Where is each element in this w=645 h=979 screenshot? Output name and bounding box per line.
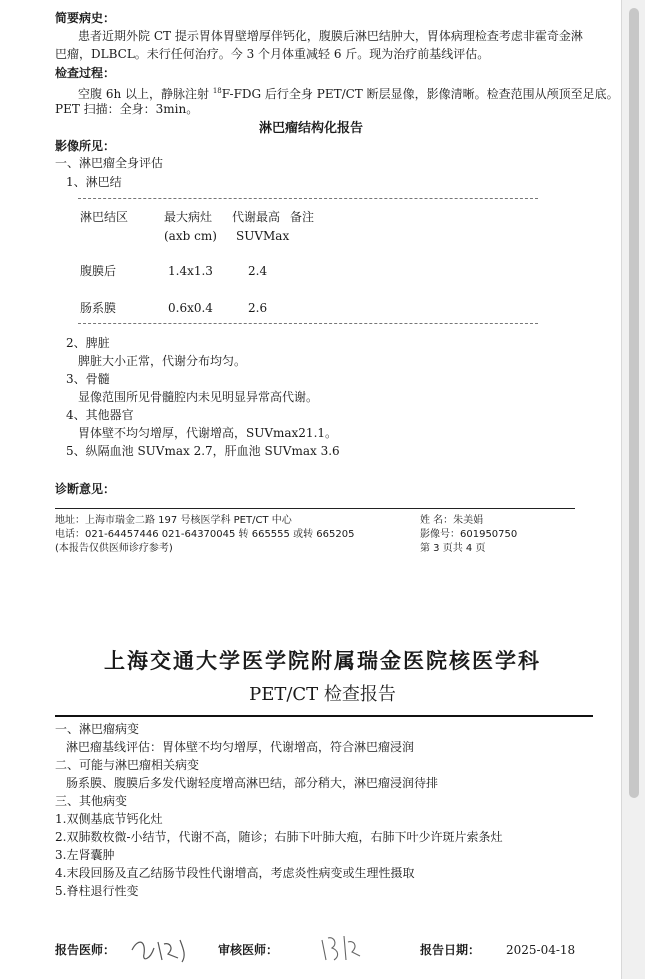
date-label: 报告日期： (420, 943, 481, 957)
table-row-suv: 2.6 (248, 301, 268, 315)
section-other-organs: 4、其他器官 (66, 408, 134, 422)
col-subheader-size: (axb cm) (164, 229, 217, 243)
reviewer-label: 审核医师： (218, 943, 279, 957)
history-line-2: 巴瘤，DLBCL。未行任何治疗。今 3 个月体重减轻 6 斤。现为治疗前基线评估。 (55, 47, 490, 61)
diagnosis-item: 三、其他病变 (55, 794, 128, 808)
other-organs-text: 胃体壁不均匀增厚，代谢增高，SUVmax21.1。 (78, 426, 338, 440)
page-number: 第 3 页共 4 页 (420, 543, 486, 554)
section-lymphoma-eval: 一、淋巴瘤全身评估 (55, 156, 164, 170)
footer-phone: 电话：021-64457446 021-64370045 转 665555 或转 665205 (55, 529, 355, 540)
diagnosis-item: 一、淋巴瘤病变 (55, 722, 140, 736)
section-lymph-nodes: 1、淋巴结 (66, 175, 122, 189)
diagnosis-item: 4.末段回肠及直乙结肠节段性代谢增高，考虑炎性病变或生理性摄取 (55, 866, 415, 880)
table-row-region: 肠系膜 (80, 301, 117, 315)
patient-name: 姓 名：朱美娟 (420, 515, 484, 526)
diagnosis-item: 3.左肾囊肿 (55, 848, 115, 862)
col-header-region: 淋巴结区 (80, 210, 129, 224)
diagnosis-item: 2.双肺数枚微-小结节，代谢不高，随诊；右肺下叶肺大疱，右肺下叶少许斑片索条灶 (55, 830, 503, 844)
spleen-text: 脾脏大小正常，代谢分布均匀。 (78, 354, 247, 368)
report-title: 淋巴瘤结构化报告 (258, 121, 363, 136)
col-header-suv: 代谢最高 (232, 210, 281, 224)
diagnosis-item: 肠系膜、腹膜后多发代谢轻度增高淋巴结，部分稍大，淋巴瘤浸润待排 (66, 776, 439, 790)
footer-rule (55, 508, 575, 509)
diagnosis-heading: 诊断意见： (55, 482, 116, 496)
scrollbar[interactable] (621, 0, 645, 979)
bone-marrow-text: 显像范围所见骨髓腔内未见明显异常高代谢。 (78, 390, 319, 404)
section-spleen: 2、脾脏 (66, 336, 110, 350)
diagnosis-item: 1.双侧基底节钙化灶 (55, 812, 163, 826)
section-bone-marrow: 3、骨髓 (66, 372, 110, 386)
table-top-rule (78, 198, 538, 199)
procedure-line-2: PET 扫描：全身：3min。 (55, 102, 199, 116)
scrollbar-thumb[interactable] (629, 8, 639, 798)
col-header-size: 最大病灶 (164, 210, 213, 224)
footer-note: (本报告仅供医师诊疗参考) (55, 543, 173, 554)
footer-address: 地址：上海市瑞金二路 197 号核医学科 PET/CT 中心 (55, 515, 292, 526)
table-row-region: 腹膜后 (80, 264, 117, 278)
reviewer-signature (316, 930, 366, 966)
table-row-size: 0.6x0.4 (168, 301, 213, 315)
report-date: 2025-04-18 (506, 943, 576, 957)
history-line-1: 患者近期外院 CT 提示胃体胃壁增厚伴钙化，腹膜后淋巴结肿大，胃体病理检查考虑非霍奇金淋 (78, 29, 583, 43)
doctor-signature (128, 930, 190, 966)
procedure-heading: 检查过程： (55, 66, 116, 80)
findings-heading: 影像所见： (55, 139, 116, 153)
diagnosis-item: 淋巴瘤基线评估：胃体壁不均匀增厚，代谢增高，符合淋巴瘤浸润 (66, 740, 415, 754)
procedure-line-1: 空腹 6h 以上，静脉注射 $^{18}$F-FDG 后行全身 PET/CT 断层显像，影像清晰。检查范围从颅顶至足底。 (78, 87, 619, 101)
image-number: 影像号：601950750 (420, 529, 518, 540)
col-subheader-suv: SUVMax (236, 229, 290, 243)
section-blood-pool: 5、纵隔血池 SUVmax 2.7，肝血池 SUVmax 3.6 (66, 444, 340, 458)
hospital-name: 上海交通大学医学院附属瑞金医院核医学科 (104, 648, 541, 673)
history-heading: 简要病史： (55, 11, 116, 25)
doctor-label: 报告医师： (55, 943, 116, 957)
table-row-size: 1.4x1.3 (168, 264, 213, 278)
col-header-note: 备注 (290, 210, 315, 224)
diagnosis-item: 5.脊柱退行性变 (55, 884, 139, 898)
report-heading: PET/CT 检查报告 (249, 684, 396, 705)
table-bottom-rule (78, 323, 538, 324)
diagnosis-item: 二、可能与淋巴瘤相关病变 (55, 758, 200, 772)
table-row-suv: 2.4 (248, 264, 268, 278)
header-rule (55, 715, 593, 717)
